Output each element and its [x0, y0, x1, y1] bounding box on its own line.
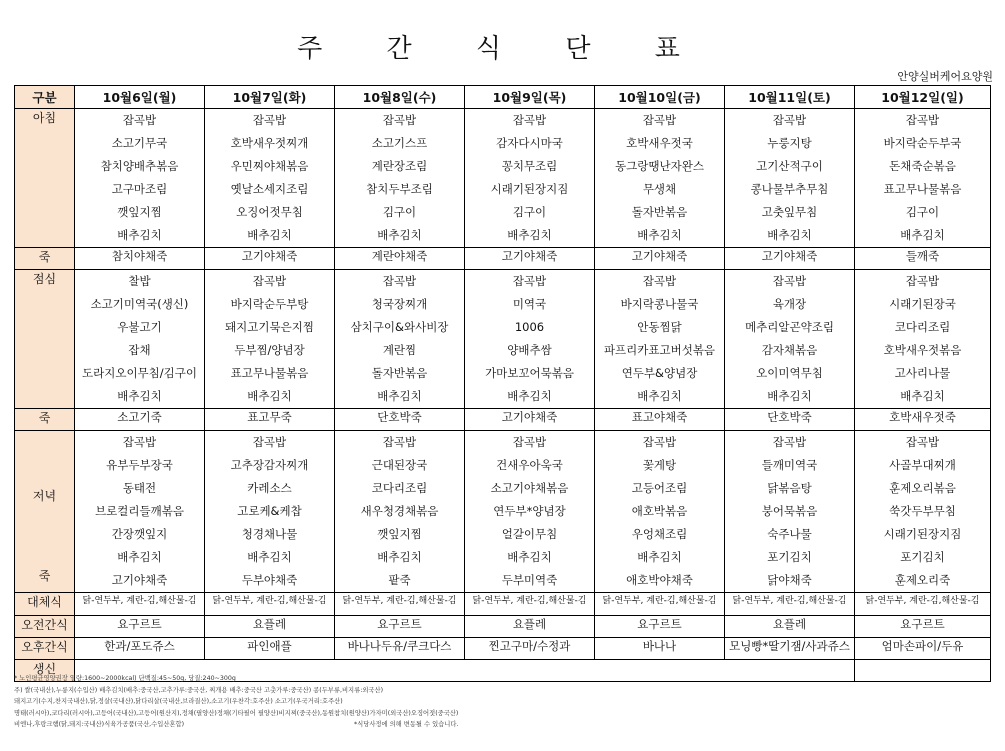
porridge-row-1: [15, 248, 991, 270]
menu-item: 팥죽: [388, 573, 411, 587]
menu-item: 고등어조림: [631, 481, 688, 495]
breakfast-cell: [75, 109, 205, 248]
page-title: 주 간 식 단 표: [297, 34, 708, 64]
lunch-cell: [855, 270, 991, 409]
row-label-birthday: 생신: [15, 660, 75, 682]
menu-item: 꽃게탕: [642, 458, 677, 472]
menu-item: 닭야채죽: [767, 573, 812, 587]
menu-item: 바지락순두부탕: [230, 297, 309, 311]
porridge-cell: 고기야채죽: [595, 248, 725, 270]
menu-item: 배추김치: [507, 550, 552, 564]
menu-item: 애호박볶음: [631, 504, 688, 518]
menu-item: 새우청경채볶음: [360, 504, 439, 518]
menu-item: 메추리알곤약조림: [745, 320, 834, 334]
porridge-cell: 고기야채죽: [465, 409, 595, 431]
dinner-cell: [595, 431, 725, 593]
menu-item: 코다리조림: [371, 481, 428, 495]
menu-item: 김구이: [382, 205, 417, 219]
menu-item: 오징어젓무침: [236, 205, 303, 219]
porridge-cell: 표고무죽: [205, 409, 335, 431]
pm-snack-cell: 바나나: [595, 638, 725, 660]
menu-item: 청경채나물: [241, 527, 298, 541]
lunch-cell: [75, 270, 205, 409]
menu-item: 돼지고기묵은지찜: [225, 320, 314, 334]
menu-item: 고기산적구이: [756, 159, 823, 173]
menu-item: 배추김치: [117, 228, 162, 242]
porridge-row-2: [15, 409, 991, 431]
lunch-cell: [335, 270, 465, 409]
day-header: 10월8일(수): [335, 86, 465, 109]
breakfast-cell: [205, 109, 335, 248]
footnote-change-note: *식당사정에 의해 변동될 수 있습니다.: [354, 721, 459, 728]
day-header: 10월9일(목): [465, 86, 595, 109]
porridge-cell: 호박새우젓죽: [855, 409, 991, 431]
substitute-cell: 닭-연두부, 계란-김,해산물-김: [595, 593, 725, 616]
menu-item: 배추김치: [900, 389, 945, 403]
menu-item: 콩나물부추무침: [750, 182, 829, 196]
menu-item: 배추김치: [377, 550, 422, 564]
menu-item: 김구이: [905, 205, 940, 219]
substitute-cell: 닭-연두부, 계란-김,해산물-김: [335, 593, 465, 616]
porridge-cell: 고기야채죽: [465, 248, 595, 270]
substitute-row: [15, 593, 991, 616]
menu-item: 연두부&양념장: [621, 366, 698, 380]
row-label-am-snack: 오전간식: [15, 616, 75, 638]
menu-item: 잡곡밥: [642, 113, 677, 127]
menu-item: 간장깻잎지: [111, 527, 168, 541]
menu-item: 고사리나물: [894, 366, 951, 380]
menu-item: 배추김치: [637, 228, 682, 242]
menu-item: 참치양배추볶음: [100, 159, 179, 173]
menu-item: 고기야채죽: [111, 573, 168, 587]
menu-item: 잡채: [128, 343, 151, 357]
dinner-porridge-label: 죽: [38, 569, 51, 583]
lunch-cell: [205, 270, 335, 409]
menu-item: 붕어묵볶음: [761, 504, 818, 518]
menu-item: 고구마조림: [111, 182, 168, 196]
menu-item: 카레소스: [247, 481, 292, 495]
menu-item: 두부미역죽: [501, 573, 558, 587]
porridge-cell: 참치야채죽: [75, 248, 205, 270]
footnote-line: 돼지고기(수지,찬지국내산),닭,정살(국내산),닭다리살(국내산,브라질산),소고기(우찬각:호주산) 소고기(우국거리:호주산): [14, 698, 343, 705]
dinner-cell: [855, 431, 991, 593]
weekly-menu-table: [14, 85, 991, 682]
substitute-cell: 닭-연두부, 계란-김,해산물-김: [855, 593, 991, 616]
menu-item: 잡곡밥: [122, 435, 157, 449]
footnote-line-last: [14, 719, 994, 731]
pm-snack-cell: 바나나두유/쿠크다스: [335, 638, 465, 660]
porridge-cell: 단호박죽: [725, 409, 855, 431]
menu-item: 배추김치: [767, 228, 812, 242]
day-header: 10월12일(일): [855, 86, 991, 109]
menu-item: 돌자반볶음: [371, 366, 428, 380]
menu-item: 잡곡밥: [252, 274, 287, 288]
am-snack-cell: 요플레: [725, 616, 855, 638]
porridge-cell: 계란야채죽: [335, 248, 465, 270]
menu-item: 고춧잎무침: [761, 205, 818, 219]
porridge-cell: 들깨죽: [855, 248, 991, 270]
menu-item: 누룽지탕: [767, 136, 812, 150]
breakfast-cell: [725, 109, 855, 248]
pm-snack-row: [15, 638, 991, 660]
am-snack-cell: 요플레: [465, 616, 595, 638]
menu-item: 안동찜닭: [637, 320, 682, 334]
menu-item: 깻잎지찜: [377, 527, 422, 541]
dinner-cell: [725, 431, 855, 593]
header-row: [15, 86, 991, 109]
menu-item: 오이미역무침: [756, 366, 823, 380]
breakfast-cell: [855, 109, 991, 248]
menu-item: 애호박야채죽: [626, 573, 693, 587]
menu-item: 쑥갓두부무침: [889, 504, 956, 518]
menu-item: 우불고기: [117, 320, 162, 334]
menu-item: 잡곡밥: [772, 113, 807, 127]
menu-item: 육개장: [772, 297, 807, 311]
menu-item: 포기김치: [900, 550, 945, 564]
menu-item: 바지락콩나물국: [620, 297, 699, 311]
row-label-porridge: 죽: [15, 409, 75, 431]
substitute-cell: 닭-연두부, 계란-김,해산물-김: [725, 593, 855, 616]
menu-item: 잡곡밥: [642, 435, 677, 449]
footnote-line: 명태(러시아),코다리(러시아),고등어(국내산),고등어(원산지),정채(필양산)정채(기타필어 필양산)비지찌(중국산),동원참치(원양산)가자미(외국산)오징어젓(중국산): [14, 709, 459, 717]
porridge-cell: 고기야채죽: [205, 248, 335, 270]
breakfast-row: [15, 109, 991, 248]
menu-item: 호박새우젓찌개: [230, 136, 309, 150]
menu-item: 고추장감자찌개: [230, 458, 309, 472]
porridge-cell: 표고야채죽: [595, 409, 725, 431]
porridge-cell: 고기야채죽: [725, 248, 855, 270]
porridge-cell: 단호박죽: [335, 409, 465, 431]
menu-item: 배추김치: [247, 550, 292, 564]
row-label-porridge: 죽: [15, 248, 75, 270]
menu-item: 잡곡밥: [512, 113, 547, 127]
menu-item: 잡곡밥: [905, 113, 940, 127]
footnotes: [14, 673, 994, 731]
menu-item: 돌자반볶음: [631, 205, 688, 219]
menu-item: 청국장찌개: [371, 297, 428, 311]
menu-item: 김구이: [512, 205, 547, 219]
menu-item: 찰밥: [128, 274, 151, 288]
menu-item: 잡곡밥: [512, 274, 547, 288]
day-header: 10월7일(화): [205, 86, 335, 109]
am-snack-cell: 요구르트: [75, 616, 205, 638]
menu-item: 배추김치: [377, 228, 422, 242]
menu-item: 옛날소세지조림: [230, 182, 309, 196]
footnote-line: * 노인평균영양권장 열량:1600~2000kcal) 단백질:45~50g, 당질:240~300g: [14, 675, 236, 682]
menu-item: 표고무나물볶음: [883, 182, 962, 196]
lunch-cell: [725, 270, 855, 409]
menu-item: 시래기된장지짐: [883, 527, 962, 541]
menu-item: 포기김치: [767, 550, 812, 564]
menu-item: 시래기된장국: [889, 297, 956, 311]
menu-item: 고로케&케찹: [237, 504, 302, 518]
menu-item: 배추김치: [900, 228, 945, 242]
menu-item: 무생채: [642, 182, 677, 196]
menu-item: 호박새우젓볶음: [883, 343, 962, 357]
pm-snack-cell: 모닝빵*딸기잼/사과쥬스: [725, 638, 855, 660]
menu-item: 훈제오리죽: [894, 573, 951, 587]
breakfast-cell: [465, 109, 595, 248]
row-label-lunch: 점심: [15, 270, 75, 409]
menu-item: 바지락순두부국: [883, 136, 962, 150]
dinner-row: [15, 431, 991, 593]
menu-item: 계란찜: [382, 343, 417, 357]
menu-item: 감자채볶음: [761, 343, 818, 357]
menu-item: 배추김치: [377, 389, 422, 403]
menu-item: 잡곡밥: [905, 274, 940, 288]
menu-item: 양배추쌈: [507, 343, 552, 357]
menu-item: 닭볶음탕: [767, 481, 812, 495]
menu-item: 들깨미역국: [761, 458, 818, 472]
pm-snack-cell: 한과/포도쥬스: [75, 638, 205, 660]
menu-item: 돈채죽순볶음: [889, 159, 956, 173]
menu-item: 연두부*양념장: [493, 504, 566, 518]
menu-item: 잡곡밥: [382, 435, 417, 449]
am-snack-cell: 요구르트: [855, 616, 991, 638]
dinner-cell: [75, 431, 205, 593]
menu-item: 미역국: [512, 297, 547, 311]
menu-item: 두부야채죽: [241, 573, 298, 587]
menu-item: 얼갈이무침: [501, 527, 558, 541]
menu-item: 잡곡밥: [905, 435, 940, 449]
substitute-cell: 닭-연두부, 계란-김,해산물-김: [465, 593, 595, 616]
menu-item: 삼치구이&와사비장: [350, 320, 449, 334]
menu-item: 배추김치: [117, 550, 162, 564]
organization-name: 안양실버케어요양원: [897, 70, 993, 83]
dinner-label: 저녁: [32, 489, 57, 503]
footnote-origin: 비엔나,후랑크햄(닭,돼지:국내산)식육가공품(국산,수입산혼합): [14, 721, 185, 728]
menu-item: 호박새우젓국: [626, 136, 693, 150]
menu-item: 배추김치: [247, 389, 292, 403]
row-label-breakfast: 아침: [15, 109, 75, 248]
pm-snack-cell: 찐고구마/수정과: [465, 638, 595, 660]
pm-snack-cell: 파인애플: [205, 638, 335, 660]
menu-item: 소고기스프: [371, 136, 428, 150]
menu-item: 계란장조림: [371, 159, 428, 173]
menu-item: 훈제오리볶음: [889, 481, 956, 495]
substitute-cell: 닭-연두부, 계란-김,해산물-김: [75, 593, 205, 616]
menu-item: 잡곡밥: [772, 274, 807, 288]
breakfast-cell: [595, 109, 725, 248]
menu-item: 배추김치: [507, 389, 552, 403]
menu-item: 잡곡밥: [252, 113, 287, 127]
menu-item: 배추김치: [637, 550, 682, 564]
menu-item: 배추김치: [767, 389, 812, 403]
menu-item: 가마보꼬어묵볶음: [485, 366, 574, 380]
menu-item: 잡곡밥: [642, 274, 677, 288]
dinner-cell: [465, 431, 595, 593]
breakfast-cell: [335, 109, 465, 248]
menu-item: 시래기된장지짐: [490, 182, 569, 196]
day-header: 10월11일(토): [725, 86, 855, 109]
menu-item: 잡곡밥: [512, 435, 547, 449]
menu-item: 동태전: [122, 481, 157, 495]
menu-item: 표고무나물볶음: [230, 366, 309, 380]
menu-item: 깻잎지찜: [117, 205, 162, 219]
menu-item: 두부찜/양념장: [234, 343, 305, 357]
menu-item: 참치두부조림: [366, 182, 433, 196]
am-snack-row: [15, 616, 991, 638]
pm-snack-cell: 엄마손파이/두유: [855, 638, 991, 660]
menu-item: 배추김치: [637, 389, 682, 403]
lunch-cell: [465, 270, 595, 409]
menu-item: 브로컬리들깨볶음: [95, 504, 184, 518]
menu-item: 배추김치: [507, 228, 552, 242]
lunch-row: [15, 270, 991, 409]
row-label-substitute: 대체식: [15, 593, 75, 616]
menu-item: 근대된장국: [371, 458, 428, 472]
am-snack-cell: 요구르트: [595, 616, 725, 638]
menu-item: 잡곡밥: [252, 435, 287, 449]
lunch-cell: [595, 270, 725, 409]
menu-item: 감자다시마국: [496, 136, 563, 150]
footnote-line: 주) 쌀(국내산),누룽지(수입산) 배추김치(배추:중국산,고추가루:중국산, 찌개용 배추:중국산 고춧가루:중국산) 콩(두부류,비지류:외국산): [14, 686, 384, 694]
menu-item: 동그랑땡난자완스: [615, 159, 704, 173]
dinner-cell: [205, 431, 335, 593]
menu-item: 건새우아욱국: [496, 458, 563, 472]
day-header: 10월6일(월): [75, 86, 205, 109]
menu-item: 우민찌야채볶음: [230, 159, 309, 173]
menu-item: 소고기야채볶음: [490, 481, 569, 495]
header-label: 구분: [15, 86, 75, 109]
menu-item: 도라지오이무침/김구이: [82, 366, 197, 380]
row-label-pm-snack: 오후간식: [15, 638, 75, 660]
menu-item: 사골부대찌개: [889, 458, 956, 472]
menu-item: 우엉채조림: [631, 527, 688, 541]
menu-item: 잡곡밥: [122, 113, 157, 127]
dinner-cell: [335, 431, 465, 593]
menu-item: 소고기무국: [111, 136, 168, 150]
menu-item: 숙주나물: [767, 527, 812, 541]
menu-item: 잡곡밥: [382, 274, 417, 288]
menu-item: 배추김치: [117, 389, 162, 403]
row-label-dinner: [15, 431, 75, 593]
menu-item: 코다리조림: [894, 320, 951, 334]
am-snack-cell: 요플레: [205, 616, 335, 638]
menu-item: 배추김치: [247, 228, 292, 242]
menu-item: 잡곡밥: [772, 435, 807, 449]
menu-item: 잡곡밥: [382, 113, 417, 127]
am-snack-cell: 요구르트: [335, 616, 465, 638]
day-header: 10월10일(금): [595, 86, 725, 109]
menu-item: 꽁치무조림: [501, 159, 558, 173]
substitute-cell: 닭-연두부, 계란-김,해산물-김: [205, 593, 335, 616]
menu-item: 1006: [514, 320, 545, 334]
menu-item: 파프리카표고버섯볶음: [603, 343, 716, 357]
menu-item: 소고기미역국(생신): [90, 297, 189, 311]
porridge-cell: 소고기죽: [75, 409, 205, 431]
menu-item: 유부두부장국: [106, 458, 173, 472]
